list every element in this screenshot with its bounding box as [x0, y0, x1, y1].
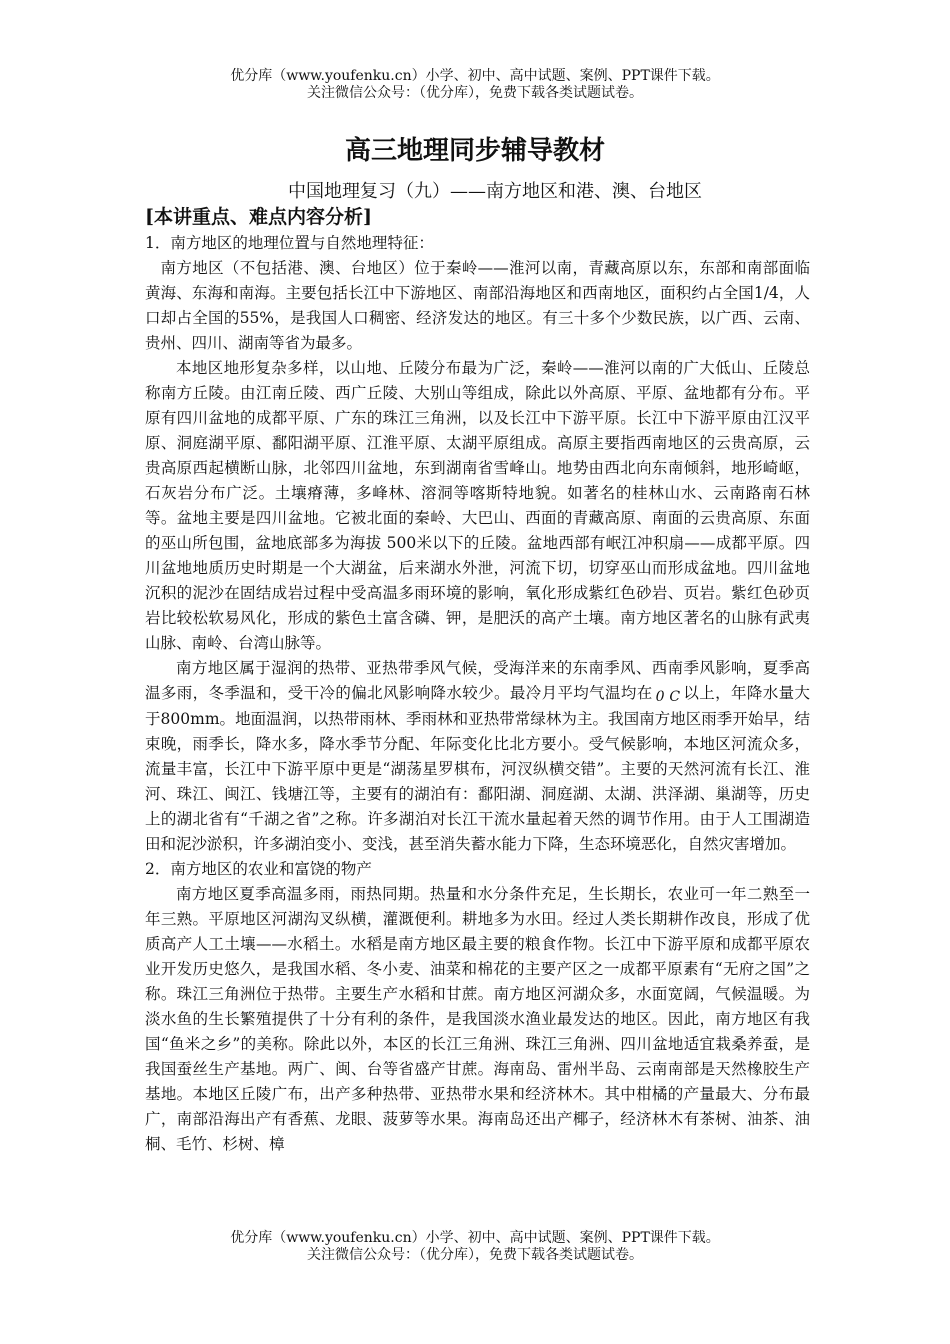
page-header	[0, 68, 950, 102]
paragraph: 南方地区（不包括港、澳、台地区）位于秦岭——淮河以南，青藏高原以东，东部和南部面临黄海、东海和南海。主要包括长江中下游地区、南部沿海地区和西南地区，面积约占全国1/4，人口却占全国的55%，是我国人口稠密、经济发达的地区。有三十多个少数民族，以广西、云南、贵州、四川、湖南等省为最多。	[145, 259, 810, 352]
climate-text-part-2: 以上，年降水量大于800mm。地面温润，以热带雨林、季雨林和亚热带常绿林为主。我国南方地区雨季开始早，结束晚，雨季长，降水多，降水季节分配、年际变化比北方要小。受气候影响，本地区河流众多，流量丰富，长江中下游平原中更是“湖荡星罗棋布，河汊纵横交错”。主要的天然河流有长江、淮河、珠江、闽江、钱塘江等，主要有的湖泊有：鄱阳湖、洞庭湖、太湖、洪泽湖、巢湖等，历史上的湖北省有“千湖之省”之称。许多湖泊对长江干流水量起着天然的调节作用。由于人工围湖造田和泥沙淤积，许多湖泊变小、变浅，甚至消失蓄水能力下降，生态环境恶化，自然灾害增加。	[145, 684, 810, 853]
paragraph: 南方地区夏季高温多雨，雨热同期。热量和水分条件充足，生长期长，农业可一年二熟至一年三熟。平原地区河湖沟叉纵横，灌溉便利。耕地多为水田。经过人类长期耕作改良，形成了优质高产人工土壤——水稻土。水稻是南方地区最主要的粮食作物。长江中下游平原和成都平原农业开发历史悠久，是我国水稻、冬小麦、油菜和棉花的主要产区之一成都平原素有“无府之国”之称。珠江三角洲位于热带。主要生产水稻和甘蔗。南方地区河湖众多，水面宽阔，气候温暖。为淡水鱼的生长繁殖提供了十分有利的条件，是我国淡水渔业最发达的地区。因此，南方地区有我国“鱼米之乡”的美称。除此以外，本区的长江三角洲、珠江三角洲、四川盆地适宜栽桑养蚕，是我国蚕丝生产基地。两广、闽、台等省盛产甘蔗。海南岛、雷州半岛、云南南部是天然橡胶生产基地。本地区丘陵广布，出产多种热带、亚热带水果和经济林木。其中柑橘的产量最大、分布最广，南部沿海出产有香蕉、龙眼、菠萝等水果。海南岛还出产椰子，经济林木有茶树、油茶、油桐、毛竹、杉树、樟	[145, 885, 810, 1153]
section-heading: [本讲重点、难点内容分析]	[145, 206, 372, 228]
footer-line-1: 优分库（www.youfenku.cn）小学、初中、高中试题、案例、PPT课件下载。	[230, 1230, 720, 1246]
header-line-2: 关注微信公众号：（优分库），免费下载各类试题试卷。	[307, 85, 643, 101]
header-line-1: 优分库（www.youfenku.cn）小学、初中、高中试题、案例、PPT课件下载。	[230, 68, 720, 84]
page-title: 高三地理同步辅导教材	[344, 136, 605, 166]
climate-text-part-1: 南方地区属于湿润的热带、亚热带季风气候，受海洋来的东南季风、西南季风影响，夏季高温多雨，冬季温和，受干冷的偏北风影响降水较少。最冷月平均气温均在	[145, 659, 810, 702]
document-body	[145, 204, 810, 1157]
section-1-heading: 1．南方地区的地理位置与自然地理特征：	[145, 234, 434, 252]
climate-paragraph	[145, 656, 810, 857]
section-2-heading: 2．南方地区的农业和富饶的物产	[145, 860, 372, 878]
page-subtitle: 中国地理复习（九）——南方地区和港、澳、台地区	[288, 181, 702, 202]
degree-symbol: 0 C	[655, 689, 681, 705]
footer-line-2: 关注微信公众号：（优分库），免费下载各类试题试卷。	[307, 1247, 643, 1263]
paragraph: 本地区地形复杂多样，以山地、丘陵分布最为广泛，秦岭——淮河以南的广大低山、丘陵总称南方丘陵。由江南丘陵、西广丘陵、大别山等组成，除此以外高原、平原、盆地都有分布。平原有四川盆地的成都平原、广东的珠江三角洲，以及长江中下游平原。长江中下游平原由江汉平原、洞庭湖平原、鄱阳湖平原、江淮平原、太湖平原组成。高原主要指西南地区的云贵高原，云贵高原西起横断山脉，北邻四川盆地，东到湖南省雪峰山。地势由西北向东南倾斜，地形崎岖，石灰岩分布广泛。土壤瘠薄，多峰林、溶洞等喀斯特地貌。如著名的桂林山水、云南路南石林等。盆地主要是四川盆地。它被北面的秦岭、大巴山、西面的青藏高原、南面的云贵高原、东面的巫山所包围，盆地底部多为海拔 500米以下的丘陵。盆地西部有岷江冲积扇——成都平原。四川盆地地质历史时期是一个大湖盆，后来湖水外泄，河流下切，切穿巫山而形成盆地。四川盆地沉积的泥沙在固结成岩过程中受高温多雨环境的影响，氧化形成紫红色砂岩、页岩。紫红色砂页岩比较松软易风化，形成的紫色土富含磷、钾，是肥沃的高产土壤。南方地区著名的山脉有武夷山脉、南岭、台湾山脉等。	[145, 359, 810, 652]
page-footer	[0, 1230, 950, 1264]
